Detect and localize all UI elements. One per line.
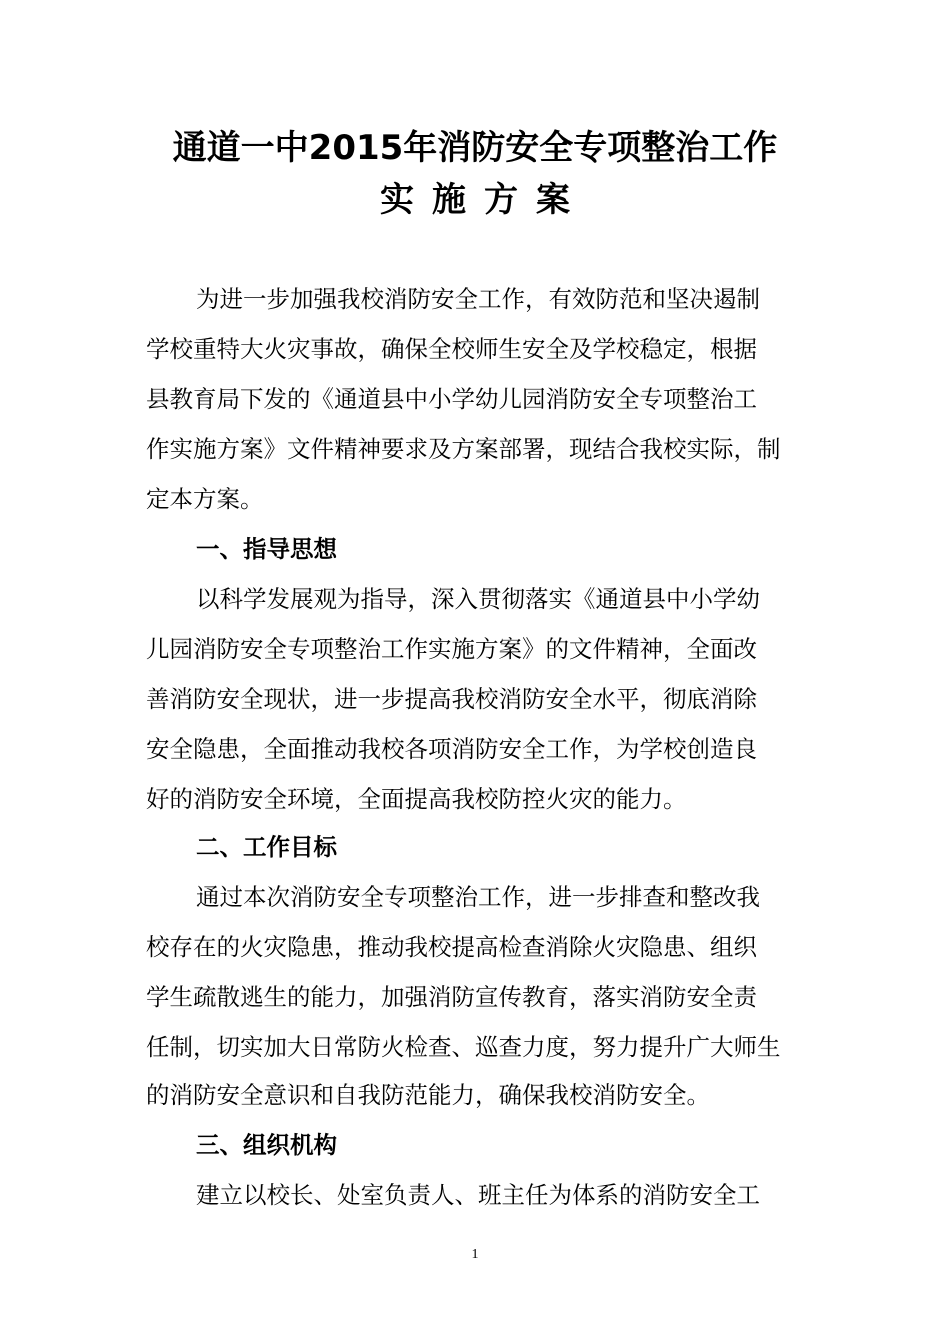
intro-line-5: 定本方案。 <box>146 485 264 513</box>
section-heading-organization: 三、组织机构 <box>196 1131 337 1159</box>
intro-line-3: 县教育局下发的《通道县中小学幼儿园消防安全专项整治工 <box>146 385 757 413</box>
document-title-line-1: 通道一中2015年消防安全专项整治工作 <box>172 128 778 168</box>
intro-line-1: 为进一步加强我校消防安全工作，有效防范和坚决遏制 <box>196 285 760 313</box>
section1-line-5: 好的消防安全环境，全面提高我校防控火灾的能力。 <box>146 785 687 813</box>
section2-line-3: 学生疏散逃生的能力，加强消防宣传教育，落实消防安全责 <box>146 983 757 1011</box>
intro-line-4: 作实施方案》文件精神要求及方案部署，现结合我校实际，制 <box>146 435 781 463</box>
page-number: 1 <box>471 1247 479 1262</box>
intro-line-2: 学校重特大火灾事故，确保全校师生安全及学校稳定，根据 <box>146 335 757 363</box>
section2-line-4: 任制，切实加大日常防火检查、巡查力度，努力提升广大师生 <box>146 1033 781 1061</box>
section2-line-1: 通过本次消防安全专项整治工作，进一步排查和整改我 <box>196 883 760 911</box>
section1-line-3: 善消防安全现状，进一步提高我校消防安全水平，彻底消除 <box>146 685 757 713</box>
section2-line-2: 校存在的火灾隐患，推动我校提高检查消除火灾隐患、组织 <box>146 933 757 961</box>
section1-line-1: 以科学发展观为指导，深入贯彻落实《通道县中小学幼 <box>196 585 760 613</box>
section-heading-guiding-ideology: 一、指导思想 <box>196 535 337 563</box>
document-title-line-2: 实施方案 <box>380 180 588 220</box>
section2-line-5: 的消防安全意识和自我防范能力，确保我校消防安全。 <box>146 1081 710 1109</box>
section3-line-1: 建立以校长、处室负责人、班主任为体系的消防安全工 <box>196 1181 760 1209</box>
section1-line-2: 儿园消防安全专项整治工作实施方案》的文件精神，全面改 <box>146 635 757 663</box>
section-heading-work-goals: 二、工作目标 <box>196 833 337 861</box>
section1-line-4: 安全隐患，全面推动我校各项消防安全工作，为学校创造良 <box>146 735 757 763</box>
